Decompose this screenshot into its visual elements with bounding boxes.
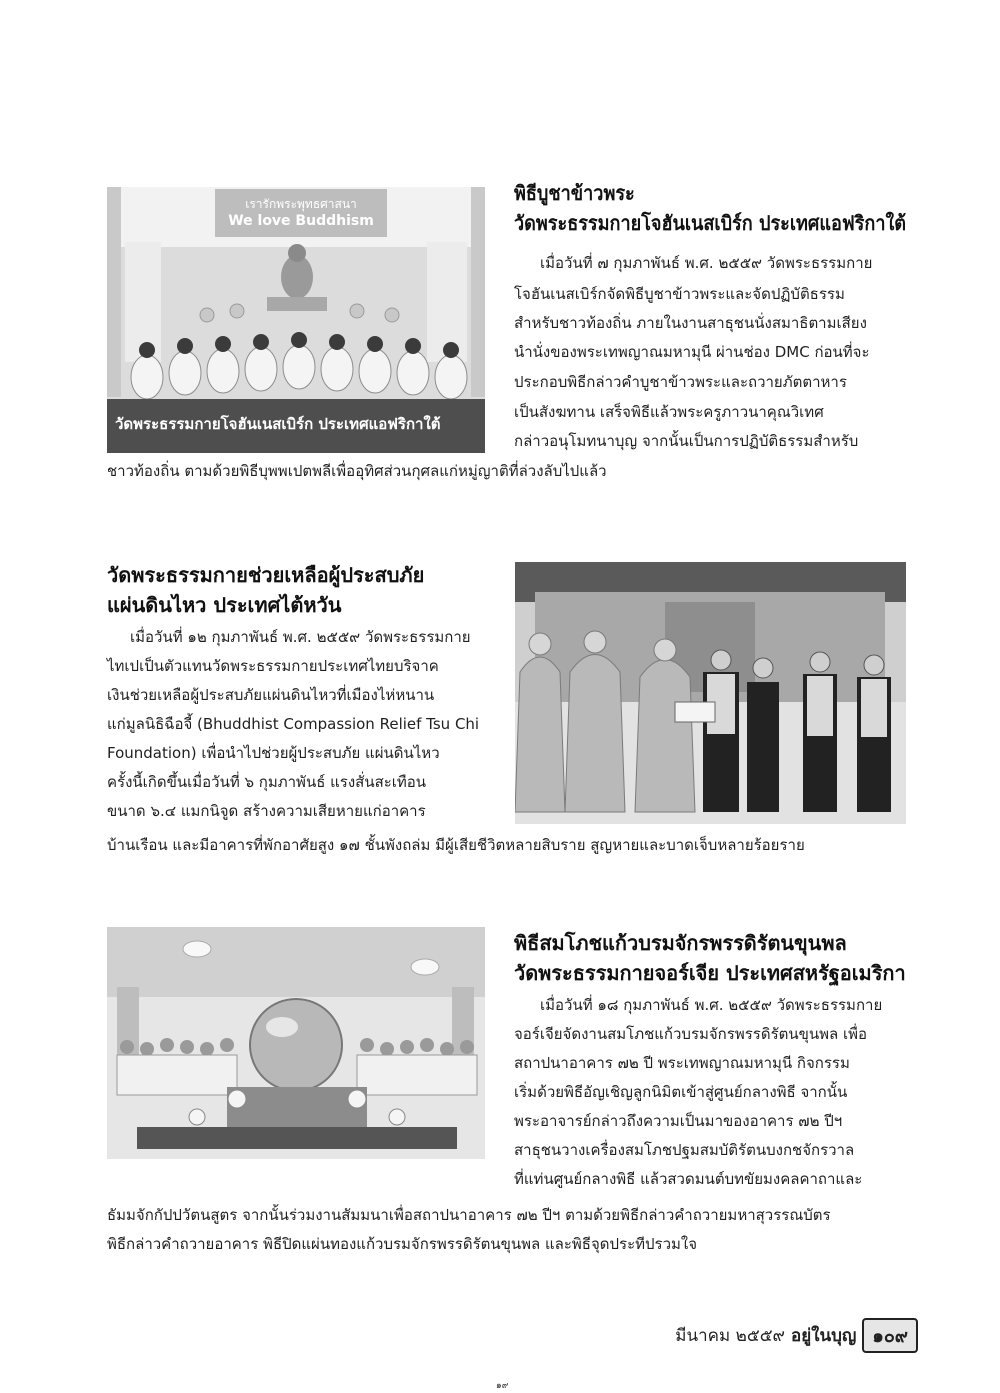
article-1-photo <box>107 187 485 453</box>
article-1-title-line: วัดพระธรรมกายโจฮันเนสเบิร์ก ประเทศแอฟริกาใต้ <box>514 211 907 235</box>
print-mark: ๑๙ <box>496 1381 509 1391</box>
article-2-body-line: เมื่อวันที่ ๑๒ กุมภาพันธ์ พ.ศ. ๒๕๕๙ วัดพระธรรมกาย <box>130 628 471 646</box>
article-1-title <box>514 178 948 238</box>
article-3-body-line: พระอาจารย์กล่าวถึงความเป็นมาของอาคาร ๗๒ ปีฯ <box>514 1112 843 1130</box>
article-3-photo-art <box>107 927 485 1159</box>
article-1-body-line: สำหรับชาวท้องถิ่น ภายในงานสาธุชนนั่งสมาธิตามเสียง <box>514 314 867 332</box>
article-2-body-line: แก่มูลนิธิฉือจี้ (Bhuddhist Compassion Relief Tsu Chi <box>107 715 480 733</box>
article-2-body-line: บ้านเรือน และมีอาคารที่พักอาศัยสูง ๑๗ ชั้นพังถล่ม มีผู้เสียชีวิตหลายสิบราย สูญหายและบาดเจ็บหลายร้อยราย <box>107 836 805 854</box>
article-1-body-line: ประกอบพิธีกล่าวคำบูชาข้าวพระและถวายภัตตาหาร <box>514 373 847 391</box>
article-1-body-line: เมื่อวันที่ ๗ กุมภาพันธ์ พ.ศ. ๒๕๕๙ วัดพระธรรมกาย <box>540 254 873 272</box>
article-3-title <box>514 928 907 988</box>
footer-issue-date: มีนาคม ๒๕๕๙ <box>675 1326 786 1346</box>
article-2-body-line: ครั้งนี้เกิดขึ้นเมื่อวันที่ ๖ กุมภาพันธ์ แรงสั่นสะเทือน <box>107 773 427 791</box>
article-2-body-line: ไทเปเป็นตัวแทนวัดพระธรรมกายประเทศไทยบริจาค <box>107 657 439 675</box>
article-2-body-line: ขนาด ๖.๔ แมกนิจูด สร้างความเสียหายแก่อาคาร <box>107 802 426 820</box>
article-1-body-line: ชาวท้องถิ่น ตามด้วยพิธีบุพพเปตพลีเพื่ออุทิศส่วนกุศลแก่หมู่ญาติที่ล่วงลับไปแล้ว <box>107 462 607 480</box>
article-3-body-line: สถาปนาอาคาร ๗๒ ปี พระเทพญาณมหามุนี กิจกรรม <box>514 1054 850 1072</box>
footer-magazine-name: อยู่ในบุญ <box>791 1326 857 1346</box>
article-3-photo <box>107 927 485 1159</box>
article-1-body-line: เป็นสังฆทาน เสร็จพิธีแล้วพระครูภาวนาคุณวิเทศ <box>514 403 824 421</box>
article-2-photo-art <box>515 562 906 824</box>
article-2-photo <box>515 562 906 824</box>
article-2-title-line: แผ่นดินไหว ประเทศไต้หวัน <box>107 593 342 617</box>
photo-banner-thai: เรารักพระพุทธศาสนา <box>245 197 357 211</box>
article-2-body-line: Foundation) เพื่อนำไปช่วยผู้ประสบภัย แผ่นดินไหว <box>107 744 440 762</box>
article-2-title-line: วัดพระธรรมกายช่วยเหลือผู้ประสบภัย <box>107 563 425 587</box>
article-1-body-line: นำนั่งของพระเทพญาณมหามุนี ผ่านช่อง DMC ก่อนที่จะ <box>514 343 870 361</box>
article-3-body-line: ที่แท่นศูนย์กลางพิธี แล้วสวดมนต์บทขัยมงคลคาถาและ <box>514 1170 863 1188</box>
article-1-title-line: พิธีบูชาข้าวพระ <box>514 181 635 205</box>
page-footer <box>675 1318 918 1353</box>
article-1-body-line: โจฮันเนสเบิร์กจัดพิธีบูชาข้าวพระและจัดปฏิบัติธรรม <box>514 285 845 303</box>
page-number: ๑๐๙ <box>862 1318 918 1353</box>
article-3-title-line: วัดพระธรรมกายจอร์เจีย ประเทศสหรัฐอเมริกา <box>514 961 906 985</box>
photo-caption: วัดพระธรรมกายโจฮันเนสเบิร์ก ประเทศแอฟริกาใต้ <box>115 415 441 433</box>
article-3-title-line: พิธีสมโภชแก้วบรมจักรพรรดิรัตนขุนพล <box>514 931 847 955</box>
article-3-body-line: จอร์เจียจัดงานสมโภชแก้วบรมจักรพรรดิรัตนขุนพล เพื่อ <box>514 1025 867 1043</box>
article-2-title <box>107 560 424 620</box>
article-3-body-line: พิธีกล่าวคำถวายอาคาร พิธีปิดแผ่นทองแก้วบรมจักรพรรดิรัตนขุนพล และพิธีจุดประทีปรวมใจ <box>107 1235 698 1253</box>
photo-banner-english: We love Buddhism <box>228 213 374 229</box>
article-3-body-line: สาธุชนวางเครื่องสมโภชปฐมสมบัติรัตนบงกชจักรวาล <box>514 1141 855 1159</box>
article-3-body-line: ธัมมจักกัปปวัตนสูตร จากนั้นร่วมงานสัมมนาเพื่อสถาปนาอาคาร ๗๒ ปีฯ ตามด้วยพิธีกล่าวคำถวายมหาสุวรรณบัตร <box>107 1206 831 1224</box>
article-2-body-line: เงินช่วยเหลือผู้ประสบภัยแผ่นดินไหวที่เมืองไห่หนาน <box>107 686 435 704</box>
article-1-body-line: กล่าวอนุโมทนาบุญ จากนั้นเป็นการปฏิบัติธรรมสำหรับ <box>514 432 859 450</box>
article-3-body-line: เมื่อวันที่ ๑๘ กุมภาพันธ์ พ.ศ. ๒๕๕๙ วัดพระธรรมกาย <box>540 996 883 1014</box>
article-3-body-line: เริ่มด้วยพิธีอัญเชิญลูกนิมิตเข้าสู่ศูนย์กลางพิธี จากนั้น <box>514 1083 848 1101</box>
